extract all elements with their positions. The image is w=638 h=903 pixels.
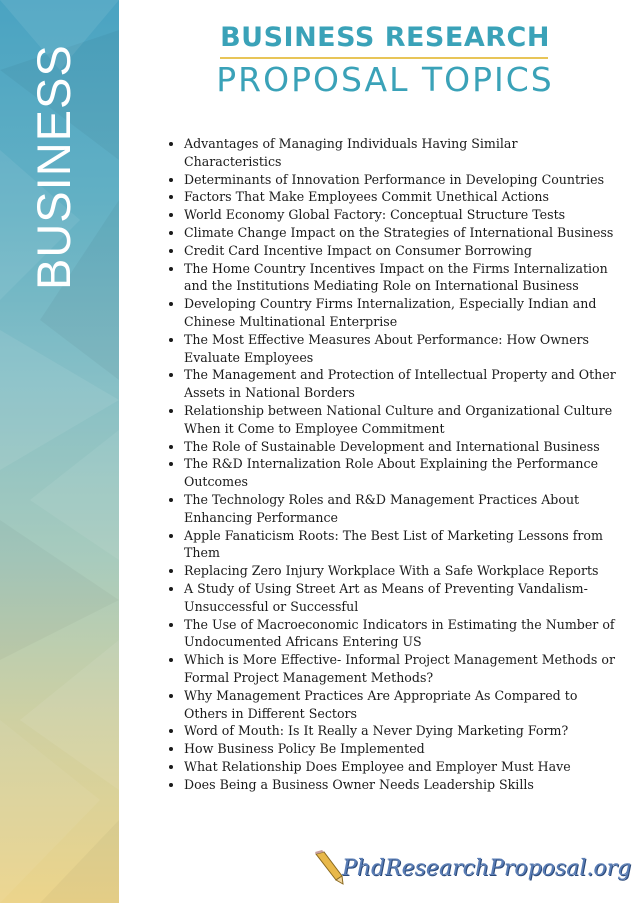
page-title-line2: PROPOSAL TOPICS (216, 60, 554, 99)
logo-text: PhdResearchProposal.org (342, 856, 632, 881)
topic-item: • The Most Effective Measures About Performance: How Owners Evaluate Employees (184, 331, 616, 367)
topic-item: • Word of Mouth: Is It Really a Never Dying Marketing Form? (184, 722, 616, 740)
topic-item: • A Study of Using Street Art as Means of Preventing Vandalism- Unsuccessful or Successful (184, 580, 616, 616)
topic-item: • What Relationship Does Employee and Employer Must Have (184, 758, 616, 776)
title-divider (220, 57, 548, 59)
topic-item: • The Role of Sustainable Development and International Business (184, 438, 616, 456)
topic-item: • The R&D Internalization Role About Explaining the Performance Outcomes (184, 455, 616, 491)
topic-item: • The Use of Macroeconomic Indicators in Estimating the Number of Undocumented Africans Entering US (184, 616, 616, 652)
topic-item: • Climate Change Impact on the Strategies of International Business (184, 224, 616, 242)
topic-item: • Advantages of Managing Individuals Having Similar Characteristics (184, 135, 616, 171)
topic-item: • Factors That Make Employees Commit Unethical Actions (184, 188, 616, 206)
topic-item: • Does Being a Business Owner Needs Leadership Skills (184, 776, 616, 794)
sidebar-vertical-title: BUSINESS (27, 44, 80, 290)
topic-item: • Developing Country Firms Internalization, Especially Indian and Chinese Multinational Enterprise (184, 295, 616, 331)
topic-item: • Relationship between National Culture and Organizational Culture When it Come to Employee Commitment (184, 402, 616, 438)
site-logo (312, 848, 632, 888)
topic-item: • Which is More Effective- Informal Project Management Methods or Formal Project Management Methods? (184, 651, 616, 687)
topic-item: • The Technology Roles and R&D Management Practices About Enhancing Performance (184, 491, 616, 527)
topic-item: • The Management and Protection of Intellectual Property and Other Assets in National Borders (184, 366, 616, 402)
topic-item: • Apple Fanaticism Roots: The Best List of Marketing Lessons from Them (184, 527, 616, 563)
topic-item: • How Business Policy Be Implemented (184, 740, 616, 758)
topic-item: • The Home Country Incentives Impact on the Firms Internalization and the Institutions Mediating Role on International Business (184, 260, 616, 296)
topic-list (166, 135, 616, 793)
topic-item: • Determinants of Innovation Performance in Developing Countries (184, 171, 616, 189)
page-title-line1: BUSINESS RESEARCH (220, 22, 550, 53)
topic-item: • World Economy Global Factory: Conceptual Structure Tests (184, 206, 616, 224)
topic-item: • Replacing Zero Injury Workplace With a Safe Workplace Reports (184, 562, 616, 580)
pencil-icon (312, 850, 346, 886)
topic-item: • Why Management Practices Are Appropriate As Compared to Others in Different Sectors (184, 687, 616, 723)
sidebar-banner (0, 0, 119, 903)
topic-item: • Credit Card Incentive Impact on Consumer Borrowing (184, 242, 616, 260)
